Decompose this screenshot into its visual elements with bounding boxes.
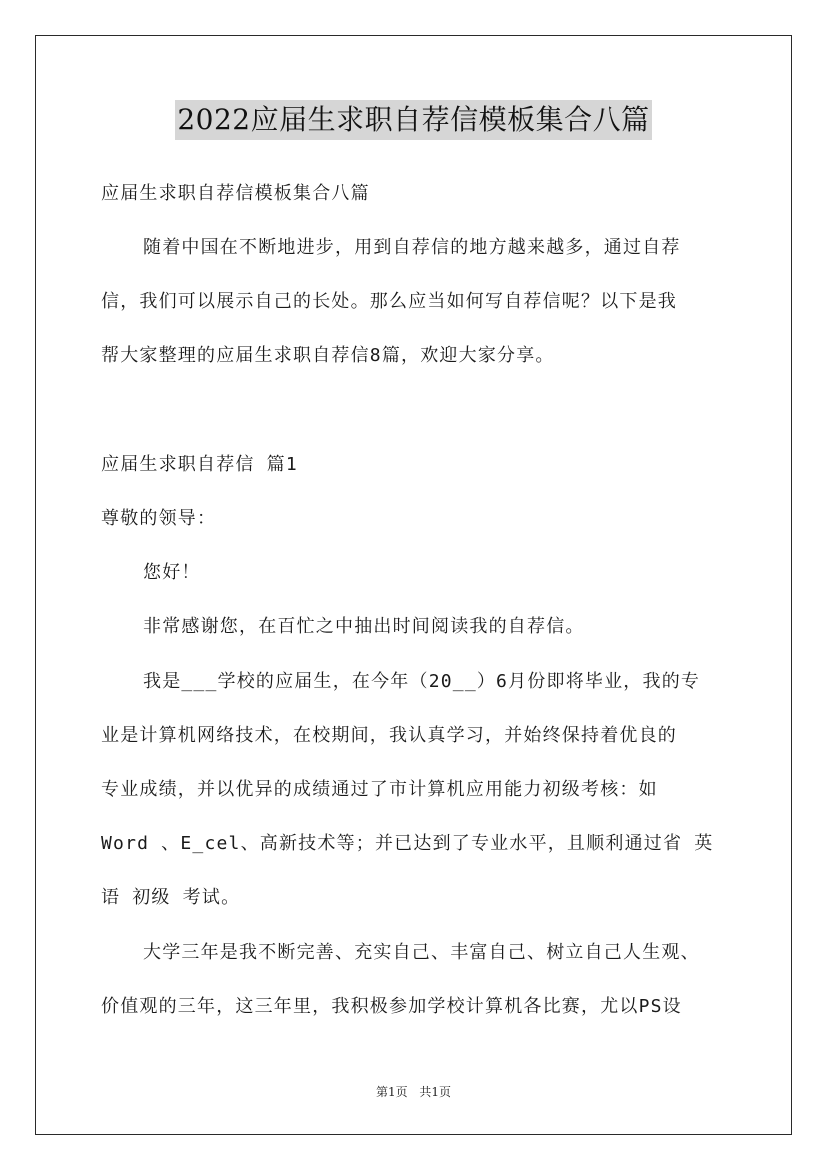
- salutation: 尊敬的领导：: [101, 508, 217, 529]
- intro-line-2: 信，我们可以展示自己的长处。那么应当如何写自荐信呢？以下是我: [101, 291, 677, 312]
- greeting: 您好！: [143, 562, 201, 583]
- paragraph-2-line-5: 语 初级 考试。: [101, 887, 241, 908]
- paragraph-3-line-2: 价值观的三年，这三年里，我积极参加学校计算机各比赛，尤以PS设: [101, 996, 682, 1017]
- document-subtitle: 应届生求职自荐信模板集合八篇: [101, 183, 370, 204]
- page-total: 共1页: [419, 1085, 452, 1099]
- paragraph-2-line-2: 业是计算机网络技术，在校期间，我认真学习，并始终保持着优良的: [101, 725, 677, 746]
- intro-line-3: 帮大家整理的应届生求职自荐信8篇，欢迎大家分享。: [101, 345, 555, 366]
- title-container: [0, 100, 827, 140]
- paragraph-3-line-1: 大学三年是我不断完善、充实自己、丰富自己、树立自己人生观、: [143, 942, 700, 963]
- paragraph-1: 非常感谢您，在百忙之中抽出时间阅读我的自荐信。: [143, 616, 585, 637]
- page-number: 第1页: [375, 1085, 408, 1099]
- document-title: 2022应届生求职自荐信模板集合八篇: [175, 100, 651, 140]
- section-heading: 应届生求职自荐信 篇1: [101, 454, 298, 475]
- paragraph-2-line-4: Word 、E_cel、高新技术等；并已达到了专业水平，且顺利通过省 英: [101, 833, 714, 854]
- page-footer: [0, 1083, 827, 1101]
- intro-line-1: 随着中国在不断地进步，用到自荐信的地方越来越多，通过自荐: [143, 237, 681, 258]
- paragraph-2-line-3: 专业成绩，并以优异的成绩通过了市计算机应用能力初级考核：如: [101, 779, 658, 800]
- paragraph-2-line-1: 我是___学校的应届生，在今年（20__）6月份即将毕业，我的专: [143, 671, 701, 692]
